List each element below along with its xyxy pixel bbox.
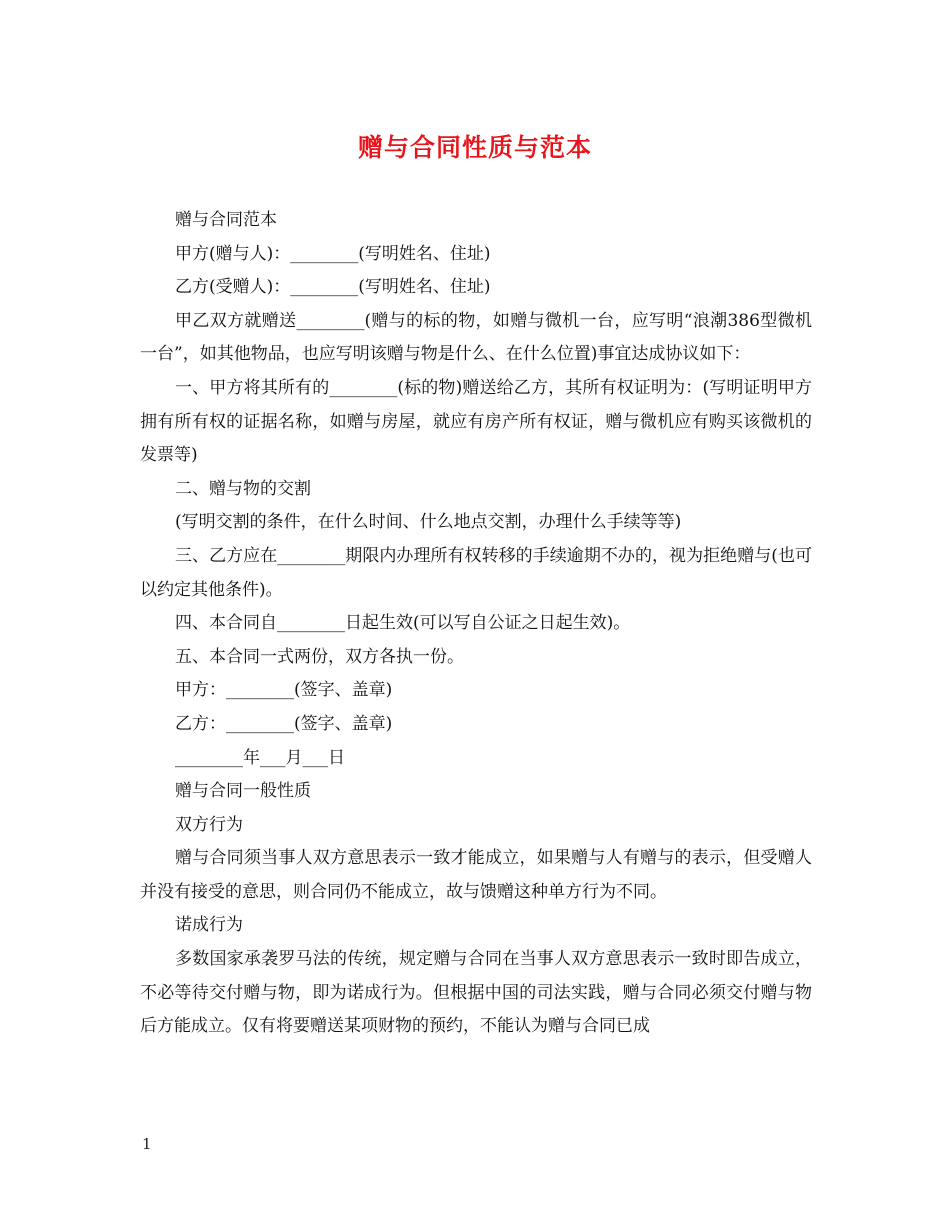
- paragraph: 赠与合同须当事人双方意思表示一致才能成立，如果赠与人有赠与的表示，但受赠人并没有接受的意思，则合同仍不能成立，故与馈赠这种单方行为不同。: [140, 848, 812, 902]
- paragraph: 四、本合同自________日起生效(可以写自公证之日起生效)。: [175, 613, 631, 634]
- paragraph: 多数国家承袭罗马法的传统，规定赠与合同在当事人双方意思表示一致时即告成立，不必等待交付赠与物，即为诺成行为。但根据中国的司法实践，赠与合同必须交付赠与物后方能成立。仅有将要赠送某项财物的预约，不能认为赠与合同已成: [140, 949, 812, 1037]
- paragraph: 一、甲方将其所有的________(标的物)赠送给乙方，其所有权证明为：(写明证明甲方拥有所有权的证据名称，如赠与房屋，就应有房产所有权证，赠与微机应有购买该微机的发票等): [140, 377, 812, 466]
- paragraph: 五、本合同一式两份，双方各执一份。: [175, 646, 464, 667]
- paragraph: 三、乙方应在________期限内办理所有权转移的手续逾期不办的，视为拒绝赠与(也可以约定其他条件)。: [140, 545, 812, 600]
- paragraph: 赠与合同一般性质: [175, 781, 311, 802]
- page-number: 1: [142, 1135, 152, 1153]
- paragraph: 乙方(受赠人)：________(写明姓名、住址): [175, 277, 491, 298]
- paragraph: 甲方(赠与人)：________(写明姓名、住址): [175, 243, 491, 264]
- paragraph: 诺成行为: [175, 915, 243, 936]
- paragraph: 双方行为: [175, 814, 243, 835]
- paragraph: 甲乙双方就赠送________(赠与的标的物，如赠与微机一台，应写明“浪潮386型微机一台”，如其他物品，也应写明该赠与物是什么、在什么位置)事宜达成协议如下：: [140, 310, 812, 365]
- paragraph: 乙方：________(签字、盖章): [175, 713, 393, 734]
- paragraph: 甲方：________(签字、盖章): [175, 680, 393, 701]
- paragraph: 赠与合同范本: [175, 210, 277, 230]
- paragraph: (写明交割的条件，在什么时间、什么地点交割，办理什么手续等等): [175, 512, 682, 533]
- paragraph: 二、赠与物的交割: [175, 478, 311, 499]
- document-body: [140, 204, 812, 1044]
- paragraph: ________年___月___日: [175, 747, 345, 768]
- document-title: 赠与合同性质与范本: [357, 133, 592, 162]
